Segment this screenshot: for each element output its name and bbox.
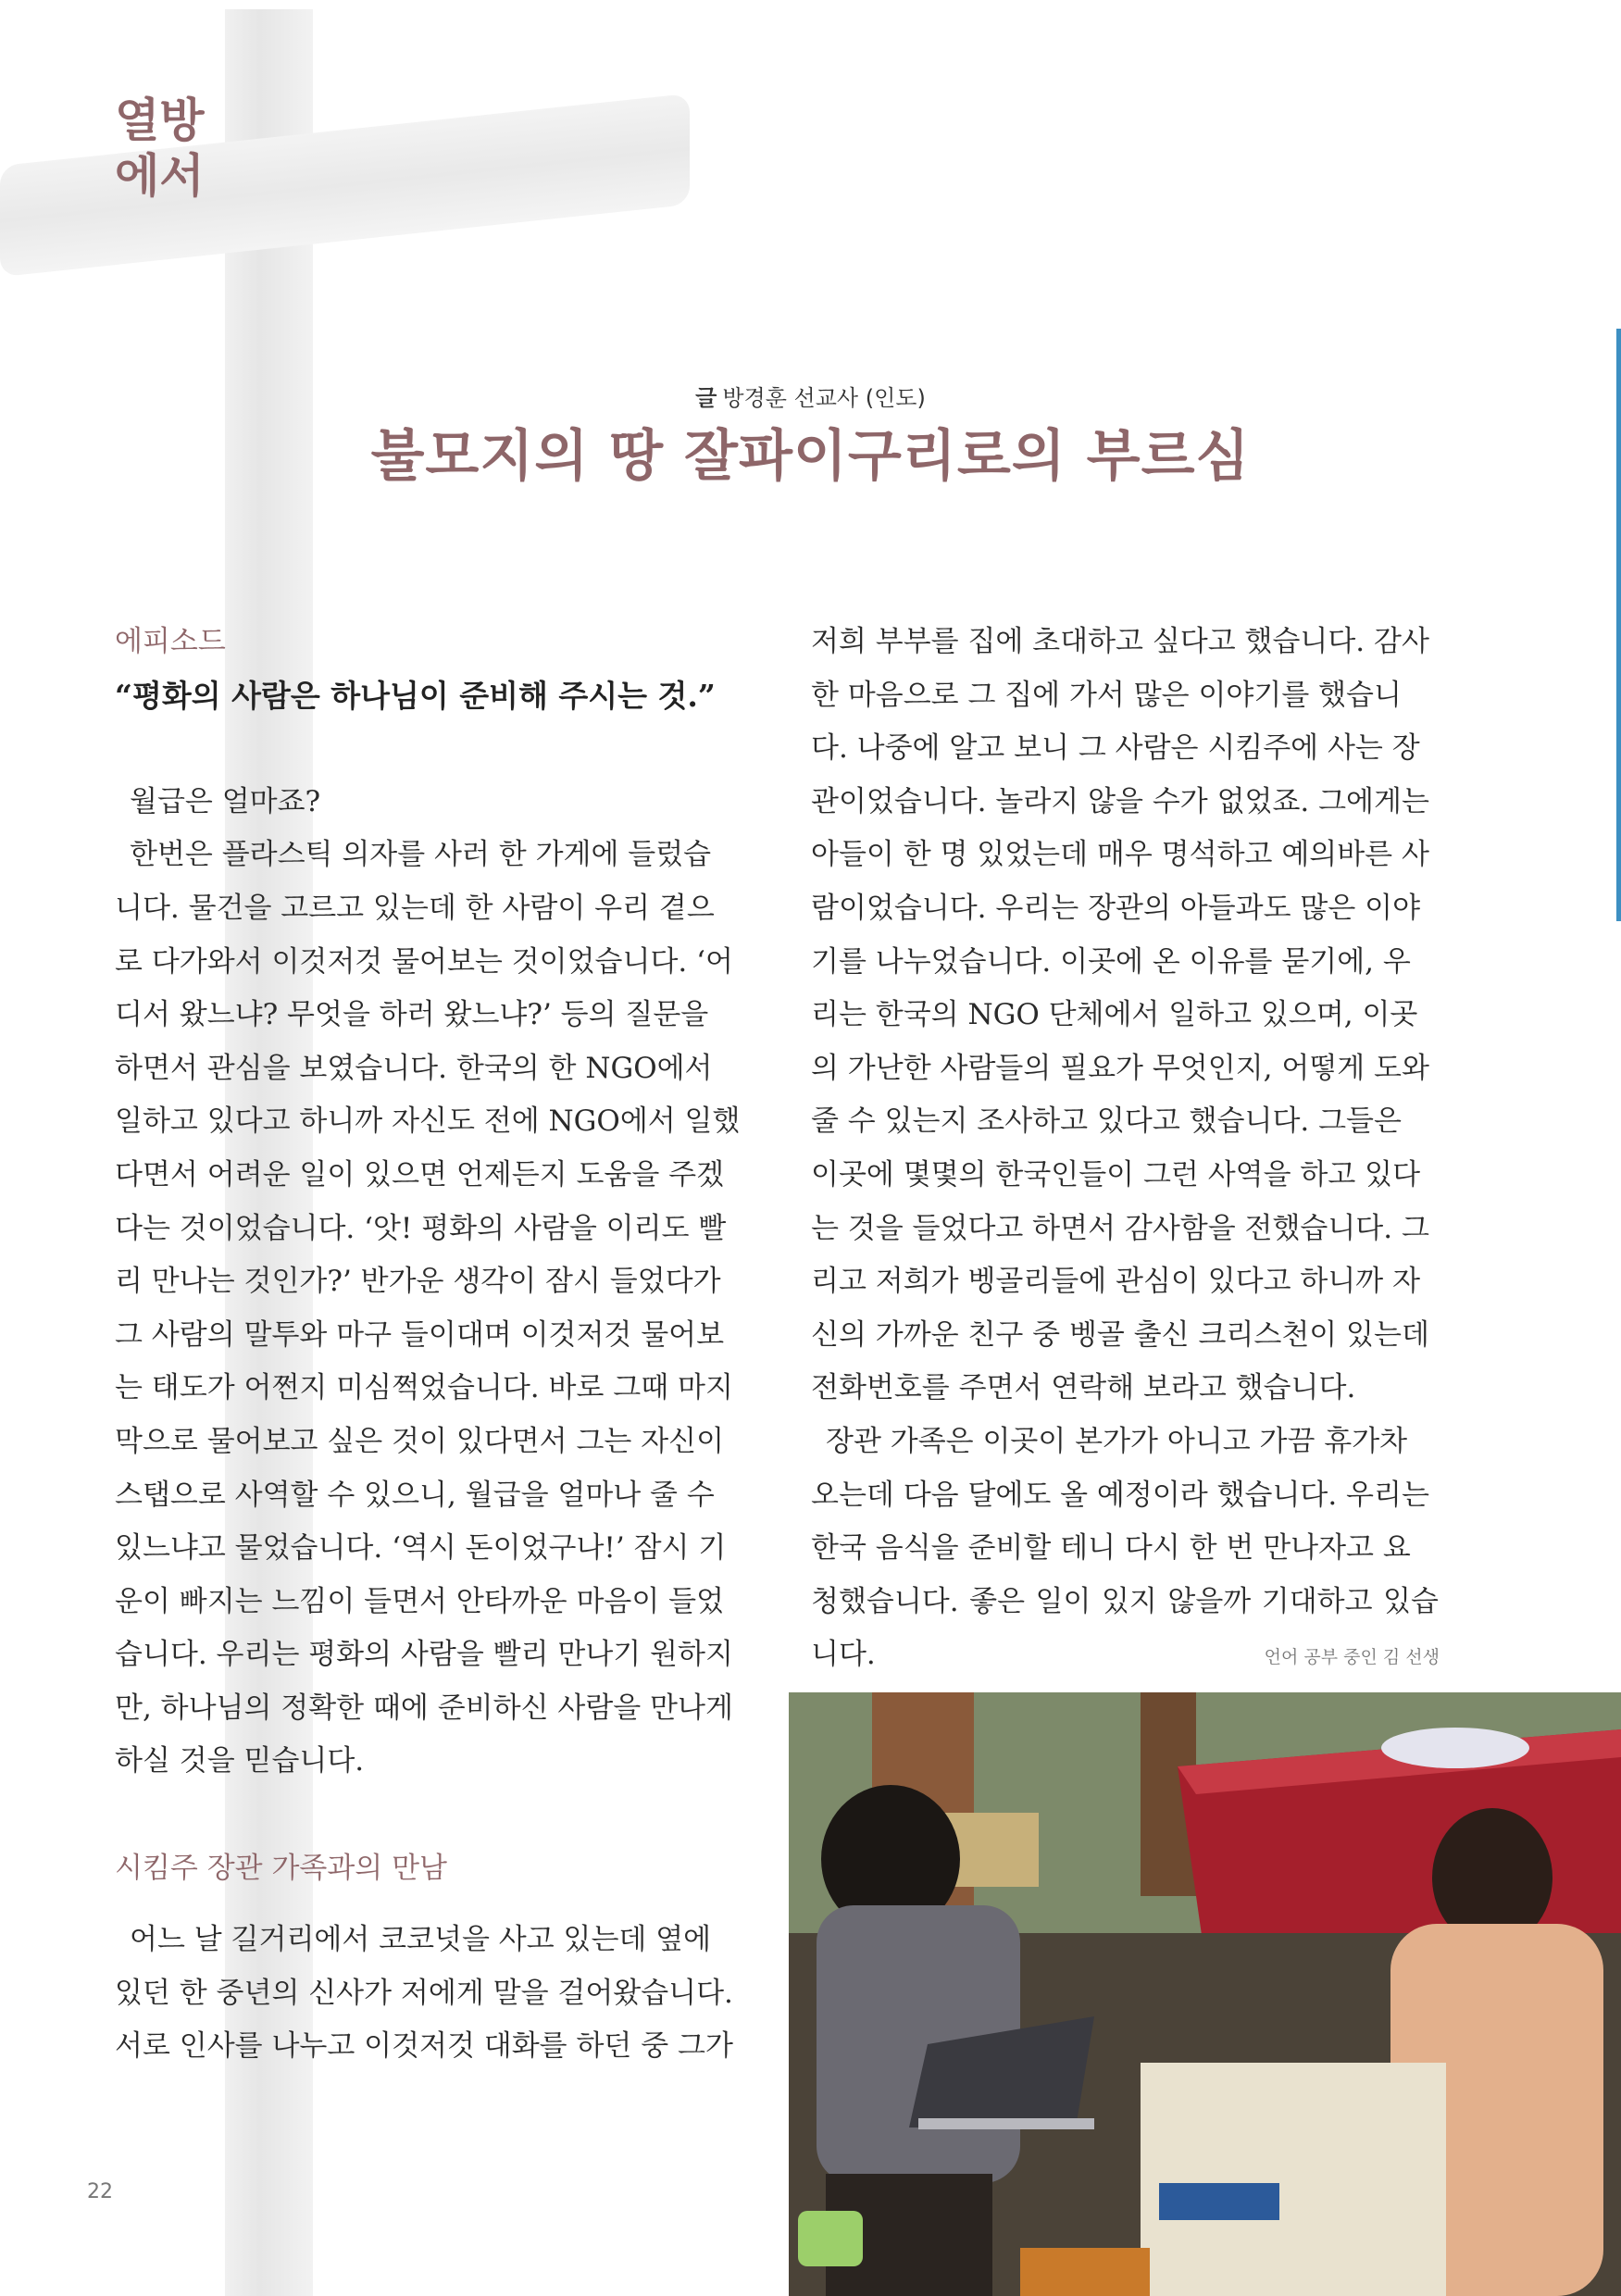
photo-caption: 언어 공부 중인 김 선생 [1264, 1647, 1440, 1667]
cross-decoration-horizontal [0, 94, 690, 277]
subhead-episode: 에피소드 [115, 625, 226, 658]
para-line: 다면서 어려운 일이 있으면 언제든지 도움을 주겠 [115, 1157, 725, 1192]
para-line: 하면서 관심을 보였습니다. 한국의 한 NGO에서 [115, 1051, 713, 1085]
section-label-line2: 에서 [115, 149, 205, 203]
para-line: 리고 저희가 벵골리들에 관심이 있다고 하니까 자 [811, 1265, 1421, 1299]
byline [0, 380, 1621, 412]
para-line: 리는 한국의 NGO 단체에서 일하고 있으며, 이곳 [811, 998, 1418, 1032]
para-line: 있느냐고 물었습니다. ‘역시 돈이었구나!’ 잠시 기 [115, 1531, 727, 1566]
para-line: 는 태도가 어쩐지 미심쩍었습니다. 바로 그때 마지 [115, 1371, 733, 1405]
para-line: 막으로 물어보고 싶은 것이 있다면서 그는 자신이 [115, 1424, 725, 1458]
right-column [811, 616, 1439, 1682]
para-line: 청했습니다. 좋은 일이 있지 않을까 기대하고 있습니다. [811, 1584, 1439, 1672]
para-line: 만, 하나님의 정확한 때에 준비하신 사람을 만나게 [115, 1691, 733, 1725]
left-column [115, 616, 741, 2074]
para-line: 습니다. 우리는 평화의 사람을 빨리 만나기 원하지 [115, 1638, 733, 1672]
para-line: 하실 것을 믿습니다. [115, 1744, 365, 1778]
para-line: 서로 인사를 나누고 이것저것 대화를 하던 중 그가 [115, 2029, 733, 2064]
para-line: 의 가난한 사람들의 필요가 무엇인지, 어떻게 도와 [811, 1051, 1429, 1085]
section-label-line1: 열방 [115, 94, 205, 147]
para-line: 한국 음식을 준비할 테니 다시 한 번 만나자고 요 [811, 1531, 1411, 1566]
para-line: 한번은 플라스틱 의자를 사러 한 가게에 들렀습 [130, 838, 712, 872]
byline-author: 방경훈 선교사 (인도) [722, 385, 926, 411]
para-line: 월급은 얼마죠? [130, 784, 321, 818]
para-line: 오는데 다음 달에도 올 예정이라 했습니다. 우리는 [811, 1478, 1429, 1512]
para-line: 줄 수 있는지 조사하고 있다고 했습니다. 그들은 [811, 1104, 1402, 1139]
para-line: 로 다가와서 이것저것 물어보는 것이었습니다. ‘어 [115, 944, 733, 979]
para-line: 장관 가족은 이곳이 본가가 아니고 가끔 휴가차 [826, 1424, 1408, 1458]
byline-prefix: 글 [695, 385, 717, 411]
para-line: 스탭으로 사역할 수 있으니, 월급을 얼마나 줄 수 [115, 1478, 715, 1512]
para-line: 운이 빠지는 느낌이 들면서 안타까운 마음이 들었 [115, 1584, 725, 1618]
para-line: 관이었습니다. 놀라지 않을 수가 없었죠. 그에게는 [811, 784, 1429, 818]
para-line: 어느 날 길거리에서 코코넛을 사고 있는데 옆에 [130, 1923, 712, 1957]
para-line: 이곳에 몇몇의 한국인들이 그런 사역을 하고 있다 [811, 1157, 1421, 1192]
para-line: 람이었습니다. 우리는 장관의 아들과도 많은 이야 [811, 891, 1421, 925]
language-study-photo [789, 1692, 1621, 2296]
para-line: 디서 왔느냐? 무엇을 하러 왔느냐?’ 등의 질문을 [115, 998, 709, 1032]
para-line: 신의 가까운 친구 중 벵골 출신 크리스천이 있는데 [811, 1317, 1429, 1352]
article-title: 불모지의 땅 잘파이구리로의 부르심 [370, 424, 1251, 489]
para-line: 전화번호를 주면서 연락해 보라고 했습니다. [811, 1371, 1356, 1405]
para-line: 기를 나누었습니다. 이곳에 온 이유를 묻기에, 우 [811, 944, 1411, 979]
subhead-minister-family: 시킴주 장관 가족과의 만남 [115, 1851, 447, 1885]
episode-quote: “평화의 사람은 하나님이 준비해 주시는 것.” [115, 677, 716, 714]
para-line: 그 사람의 말투와 마구 들이대며 이것저것 물어보 [115, 1317, 725, 1352]
para-line: 일하고 있다고 하니까 자신도 전에 NGO에서 일했 [115, 1104, 741, 1139]
para-line: 있던 한 중년의 신사가 저에게 말을 걸어왔습니다. [115, 1976, 733, 2010]
para-line: 저희 부부를 집에 초대하고 싶다고 했습니다. 감사 [811, 625, 1429, 658]
page-number: 22 [87, 2180, 113, 2203]
para-line: 는 것을 들었다고 하면서 감사함을 전했습니다. 그 [811, 1211, 1429, 1245]
para-line: 아들이 한 명 있었는데 매우 명석하고 예의바른 사 [811, 838, 1429, 872]
section-label [115, 93, 205, 204]
para-line: 니다. 물건을 고르고 있는데 한 사람이 우리 곁으 [115, 891, 715, 925]
para-line: 한 마음으로 그 집에 가서 많은 이야기를 했습니 [811, 678, 1402, 712]
para-line: 다. 나중에 알고 보니 그 사람은 시킴주에 사는 장 [811, 731, 1420, 766]
para-line: 리 만나는 것인가?’ 반가운 생각이 잠시 들었다가 [115, 1265, 721, 1299]
para-line: 다는 것이었습니다. ‘앗! 평화의 사람을 이리도 빨 [115, 1211, 727, 1245]
